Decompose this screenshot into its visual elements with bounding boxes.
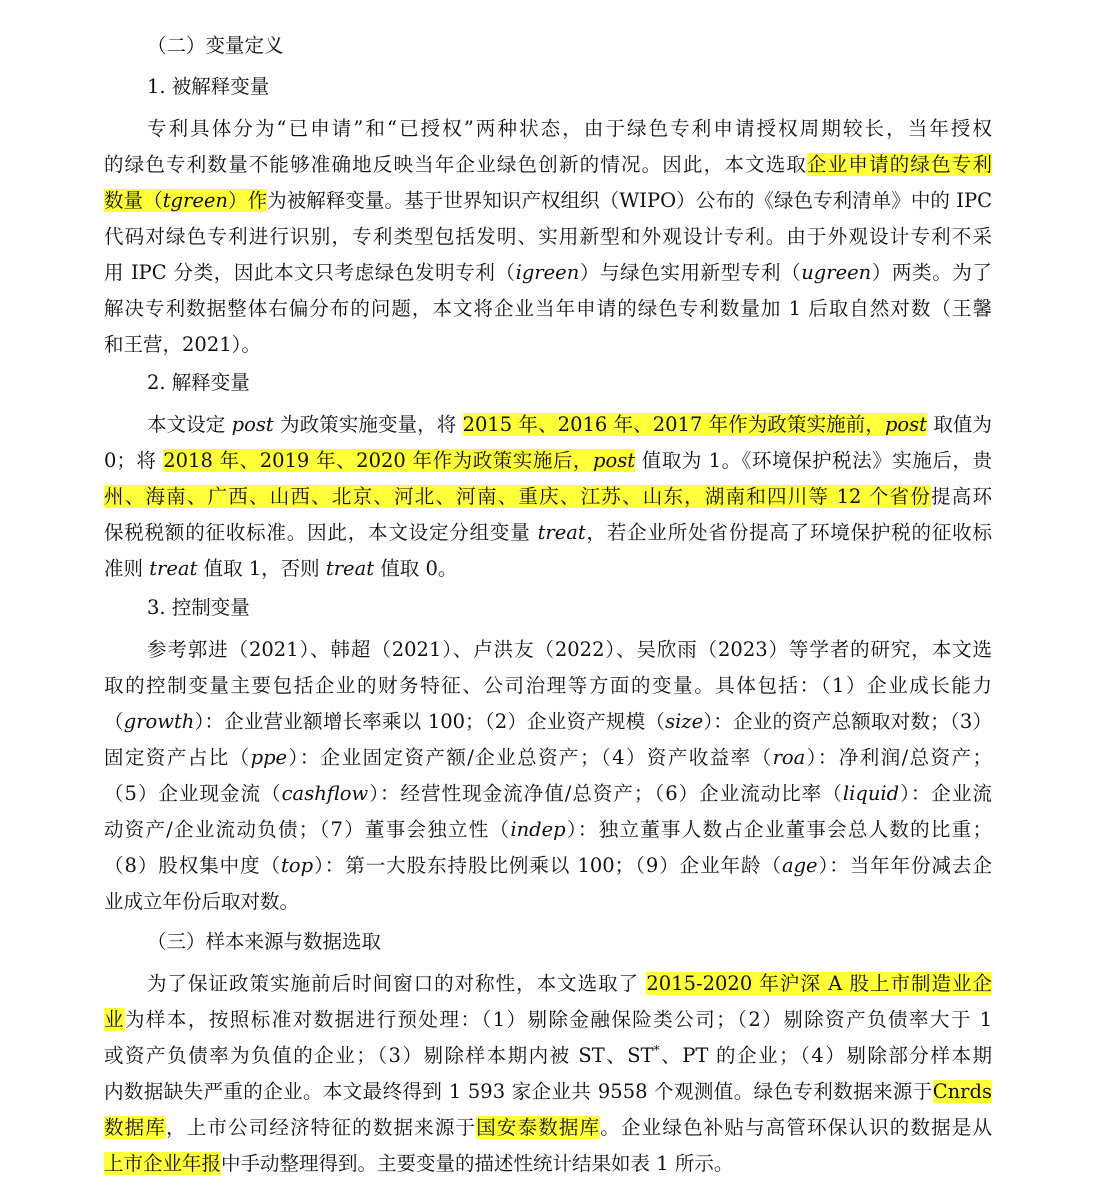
paragraph-line: （5）企业现金流（cashflow）：经营性现金流净值/总资产；（6）企业流动比率（liquid）：企业流 (104, 782, 992, 805)
subheading-control-variables: 3. 控制变量 (147, 596, 250, 619)
paragraph-line: 业为样本，按照标准对数据进行预处理：（1）剔除金融保险类公司；（2）剔除资产负债率大于 1 (104, 1008, 992, 1031)
highlight: 数据库 (104, 1116, 167, 1139)
subheading-dependent-variable: 1. 被解释变量 (147, 75, 270, 98)
paragraph-line: 州、海南、广西、山西、北京、河北、河南、重庆、江苏、山东，湖南和四川等 12 个省份提高环 (104, 485, 992, 508)
paragraph-line: 动资产/企业流动负债；（7）董事会独立性（indep）：独立董事人数占企业董事会总人数的比重； (104, 818, 992, 841)
paragraph-line: 内数据缺失严重的企业。本文最终得到 1 593 家企业共 9558 个观测值。绿色专利数据来源于Cnrds (104, 1080, 992, 1103)
paragraph-line: 或资产负债率为负值的企业；（3）剔除样本期内被 ST、ST*、PT 的企业；（4）剔除部分样本期 (104, 1043, 992, 1067)
highlight: 数量（tgreen）作 (104, 189, 268, 212)
highlight: 业 (104, 1008, 125, 1031)
paragraph-line: 数量（tgreen）作为被解释变量。基于世界知识产权组织（WIPO）公布的《绿色专利清单》中的 IPC (104, 189, 992, 212)
highlight: Cnrds (932, 1080, 992, 1103)
highlight: 企业申请的绿色专利 (807, 153, 992, 176)
paragraph-line: （8）股权集中度（top）：第一大股东持股比例乘以 100；（9）企业年龄（age）：当年年份减去企 (104, 854, 992, 877)
paragraph-line: 的绿色专利数量不能够准确地反映当年企业绿色创新的情况。因此，本文选取企业申请的绿色专利 (104, 153, 992, 176)
section-heading-variable-definition: （二）变量定义 (147, 34, 284, 57)
paragraph-line: 参考郭进（2021）、韩超（2021）、卢洪友（2022）、吴欣雨（2023）等学者的研究，本文选 (147, 638, 992, 661)
paragraph-line: 0；将 2018 年、2019 年、2020 年作为政策实施后，post 值取为 1。《环境保护税法》实施后，贵 (104, 449, 992, 472)
paragraph-line: 专利具体分为“已申请”和“已授权”两种状态，由于绿色专利申请授权周期较长，当年授权 (147, 117, 992, 140)
highlight: 2015-2020 年沪深 A 股上市制造业企 (646, 972, 992, 995)
paragraph-line: （growth）：企业营业额增长率乘以 100；（2）企业资产规模（size）：企业的资产总额取对数；（3） (104, 710, 992, 733)
highlight: 上市企业年报 (104, 1152, 222, 1175)
paragraph-line: 用 IPC 分类，因此本文只考虑绿色发明专利（igreen）与绿色实用新型专利（ugreen）两类。为了 (104, 261, 992, 284)
paragraph-line: 保税税额的征收标准。因此，本文设定分组变量 treat，若企业所处省份提高了环境保护税的征收标 (104, 521, 992, 544)
highlight: 2018 年、2019 年、2020 年作为政策实施后，post (163, 449, 636, 472)
paragraph-line: 代码对绿色专利进行识别，专利类型包括发明、实用新型和外观设计专利。由于外观设计专利不采 (104, 225, 992, 248)
paragraph-line: 解决专利数据整体右偏分布的问题，本文将企业当年申请的绿色专利数量加 1 后取自然对数（王馨 (104, 297, 992, 320)
paragraph-line: 数据库，上市公司经济特征的数据来源于国安泰数据库。企业绿色补贴与高管环保认识的数据是从 (104, 1116, 992, 1139)
highlight: 州、海南、广西、山西、北京、河北、河南、重庆、江苏、山东，湖南和四川等 12 个省份 (104, 485, 932, 508)
paragraph-line: 固定资产占比（ppe）：企业固定资产额/企业总资产；（4）资产收益率（roa）：净利润/总资产； (104, 746, 992, 769)
paragraph-line: 准则 treat 值取 1，否则 treat 值取 0。 (104, 557, 458, 580)
highlight: 国安泰数据库 (476, 1116, 601, 1139)
paragraph-line: 本文设定 post 为政策实施变量，将 2015 年、2016 年、2017 年作为政策实施前，post 取值为 (147, 413, 992, 436)
paragraph-line: 取的控制变量主要包括企业的财务特征、公司治理等方面的变量。具体包括：（1）企业成长能力 (104, 674, 992, 697)
paragraph-line: 为了保证政策实施前后时间窗口的对称性，本文选取了 2015-2020 年沪深 A 股上市制造业企 (147, 972, 992, 995)
paragraph-line: 上市企业年报中手动整理得到。主要变量的描述性统计结果如表 1 所示。 (104, 1152, 734, 1175)
subheading-explanatory-variable: 2. 解释变量 (147, 371, 250, 394)
paragraph-line: 和王营，2021）。 (104, 333, 261, 356)
section-heading-sample-data: （三）样本来源与数据选取 (147, 930, 382, 953)
highlight: 2015 年、2016 年、2017 年作为政策实施前，post (462, 413, 928, 436)
paragraph-line: 业成立年份后取对数。 (104, 890, 300, 913)
